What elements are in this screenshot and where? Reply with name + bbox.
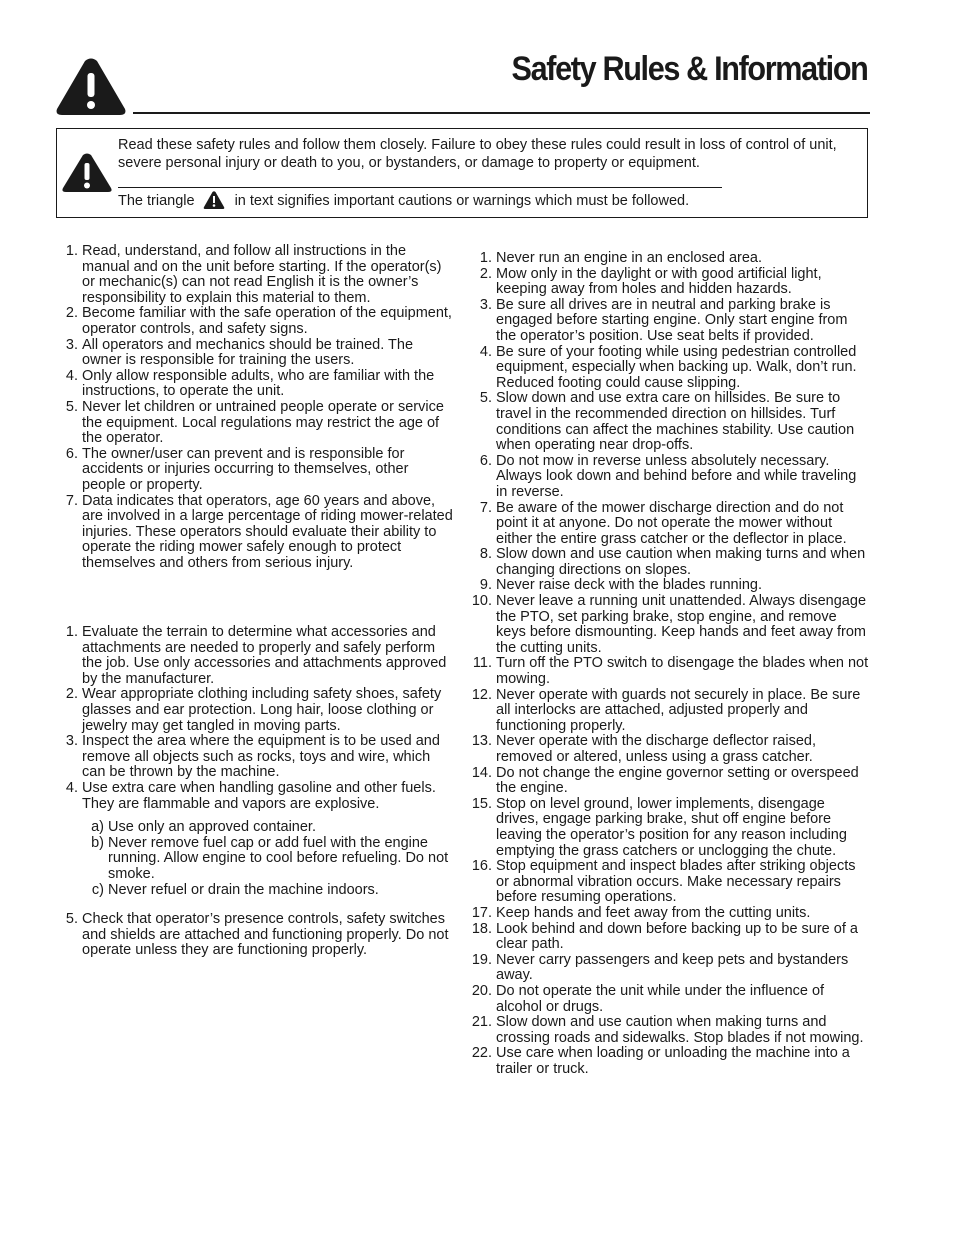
list-item: 1. Read, understand, and follow all instructions in the manual and on the unit before starting. If the operator(s) or mechanic(s) can not read English it is the owner’s responsibility to explain this material to them.: [65, 243, 442, 306]
list-item: 11. Turn off the PTO switch to disengage the blades when not mowing.: [472, 655, 869, 688]
list-item: 6. Do not mow in reverse unless absolutely necessary. Always look down and behind before and while traveling in reverse.: [479, 452, 857, 500]
page-title: Safety Rules & Information: [512, 50, 868, 88]
list-item: 17. Keep hands and feet away from the cutting units.: [471, 904, 811, 921]
list-item: 15. Stop on level ground, lower implements, disengage drives, engage parking brake, shut off engine before leaving the operator’s position for any reason including emptying the grass catchers or unclogging the chute.: [471, 795, 847, 859]
list-item: 4. Be sure of your footing while using pedestrian controlled equipment, especially when backing up. Walk, don’t run. Reduced footing could cause slipping.: [479, 343, 857, 391]
list-item: 5. Never let children or untrained people operate or service the equipment. Local regulations may restrict the age of the operator.: [65, 398, 444, 447]
list-item: 3. All operators and mechanics should be trained. The owner is responsible for training the users.: [65, 336, 414, 369]
list-item: 13. Never operate with the discharge deflector raised, removed or altered, unless using a grass catcher.: [471, 733, 816, 765]
list-item: 9. Never raise deck with the blades running.: [479, 577, 762, 594]
sub-list-item: c) Never refuel or drain the machine indoors.: [91, 881, 379, 898]
list-item: 6. The owner/user can prevent and is responsible for accidents or injuries occurring to themselves, other people or property.: [65, 445, 409, 493]
list-item: 5. Slow down and use extra care on hillsides. Be sure to travel in the recommended direction on hillsides. Turf conditions can affect the machines stability. Use caution when operating near drop-offs.: [479, 390, 855, 454]
list-item: 4. Use extra care when handling gasoline and other fuels. They are flammable and vapors are explosive. a) Use only an approved container. b) Never remove fuel cap or add fuel with the engine running. Allow engine to cool before refueling. Do not smoke. c) Never refuel or drain the machine indoors.: [56, 781, 454, 898]
list-item: 2. Wear appropriate clothing including safety shoes, safety glasses and ear protection. Long hair, loose clothing or jewelry may get tangled in moving parts.: [65, 686, 442, 734]
list-item: 4. Only allow responsible adults, who are familiar with the instructions, to operate the unit.: [65, 367, 435, 400]
triangle-legend-prefix: The triangle: [118, 193, 195, 209]
list-item: 19. Never carry passengers and keep pets and bystanders away.: [471, 951, 849, 984]
list-item: 5. Check that operator’s presence controls, safety switches and shields are attached and functioning properly. Do not operate unless they are functioning properly.: [65, 911, 449, 959]
triangle-legend-suffix: in text signifies important cautions or warnings which must be followed.: [234, 193, 690, 209]
list-item: 18. Look behind and down before backing up to be sure of a clear path.: [471, 920, 858, 953]
warning-box-divider: [118, 187, 722, 188]
list-item: 2. Mow only in the daylight or with good artificial light, keeping away from holes and hidden hazards.: [479, 265, 822, 298]
warning-box: [56, 128, 868, 218]
list-item: 1. Never run an engine in an enclosed area.: [479, 250, 763, 266]
sub-list-item: a) Use only an approved container.: [91, 819, 316, 836]
list-item: 10. Never leave a running unit unattended. Always disengage the PTO, set parking brake, stop engine, and remove keys before dismounting. Keep hands and feet away from the cutting units.: [471, 593, 867, 656]
list-item: 7. Data indicates that operators, age 60 years and above, are involved in a large percentage of riding mower-related injuries. These operators should evaluate their ability to operate the riding mower safely enough to protect themselves and others from serious injury.: [65, 492, 453, 571]
list-item: 22. Use care when loading or unloading the machine into a trailer or truck.: [471, 1045, 850, 1077]
sub-list-item: b) Never remove fuel cap or add fuel with the engine running. Allow engine to cool before refueling. Do not smoke.: [91, 834, 449, 882]
small-warning-triangle-icon: [203, 191, 225, 209]
operation-list: [470, 251, 870, 1077]
list-item: 1. Evaluate the terrain to determine what accessories and attachments are needed to properly and safely perform the job. Use only accessories and attachments approved by the manufacturer.: [65, 624, 447, 687]
list-item: 20. Do not operate the unit while under the influence of alcohol or drugs.: [471, 982, 825, 1015]
triangle-legend: [118, 191, 689, 210]
list-item: 16. Stop equipment and inspect blades after striking objects or abnormal vibration occurs. Make necessary repairs before resuming operations.: [471, 858, 856, 906]
list-item: 21. Slow down and use caution when making turns and crossing roads and sidewalks. Stop blades if not mowing.: [471, 1014, 864, 1046]
list-item: 8. Slow down and use caution when making turns and when changing directions on slopes.: [479, 546, 866, 578]
list-item: 14. Do not change the engine governor setting or overspeed the engine.: [471, 764, 859, 797]
warning-text: Read these safety rules and follow them closely. Failure to obey these rules could result in loss of control of unit, severe personal injury or death to you, or bystanders, or damage to property or equipment.: [118, 137, 837, 171]
list-item: 3. Inspect the area where the equipment is to be used and remove all objects such as rocks, toys and wire, which can be thrown by the machine.: [65, 733, 440, 781]
header-divider: [133, 112, 870, 114]
list-item: 12. Never operate with guards not securely in place. Be sure all interlocks are attached, adjusted properly and functioning properly.: [471, 686, 861, 734]
fuel-sub-list: [82, 820, 454, 898]
list-item: 2. Become familiar with the safe operation of the equipment, operator controls, and safety signs.: [65, 305, 452, 337]
warning-triangle-icon: [55, 58, 127, 116]
list-item: 7. Be aware of the mower discharge direction and do not point it at anyone. Do not operate the mower without either the entire grass catcher or the deflector in place.: [479, 499, 847, 547]
general-operation-list: [56, 244, 454, 571]
list-item: 3. Be sure all drives are in neutral and parking brake is engaged before starting engine. Only start engine from the operator’s position. Use seat belts if provided.: [479, 296, 848, 344]
preparation-list: [56, 625, 454, 959]
warning-triangle-icon: [61, 153, 113, 193]
